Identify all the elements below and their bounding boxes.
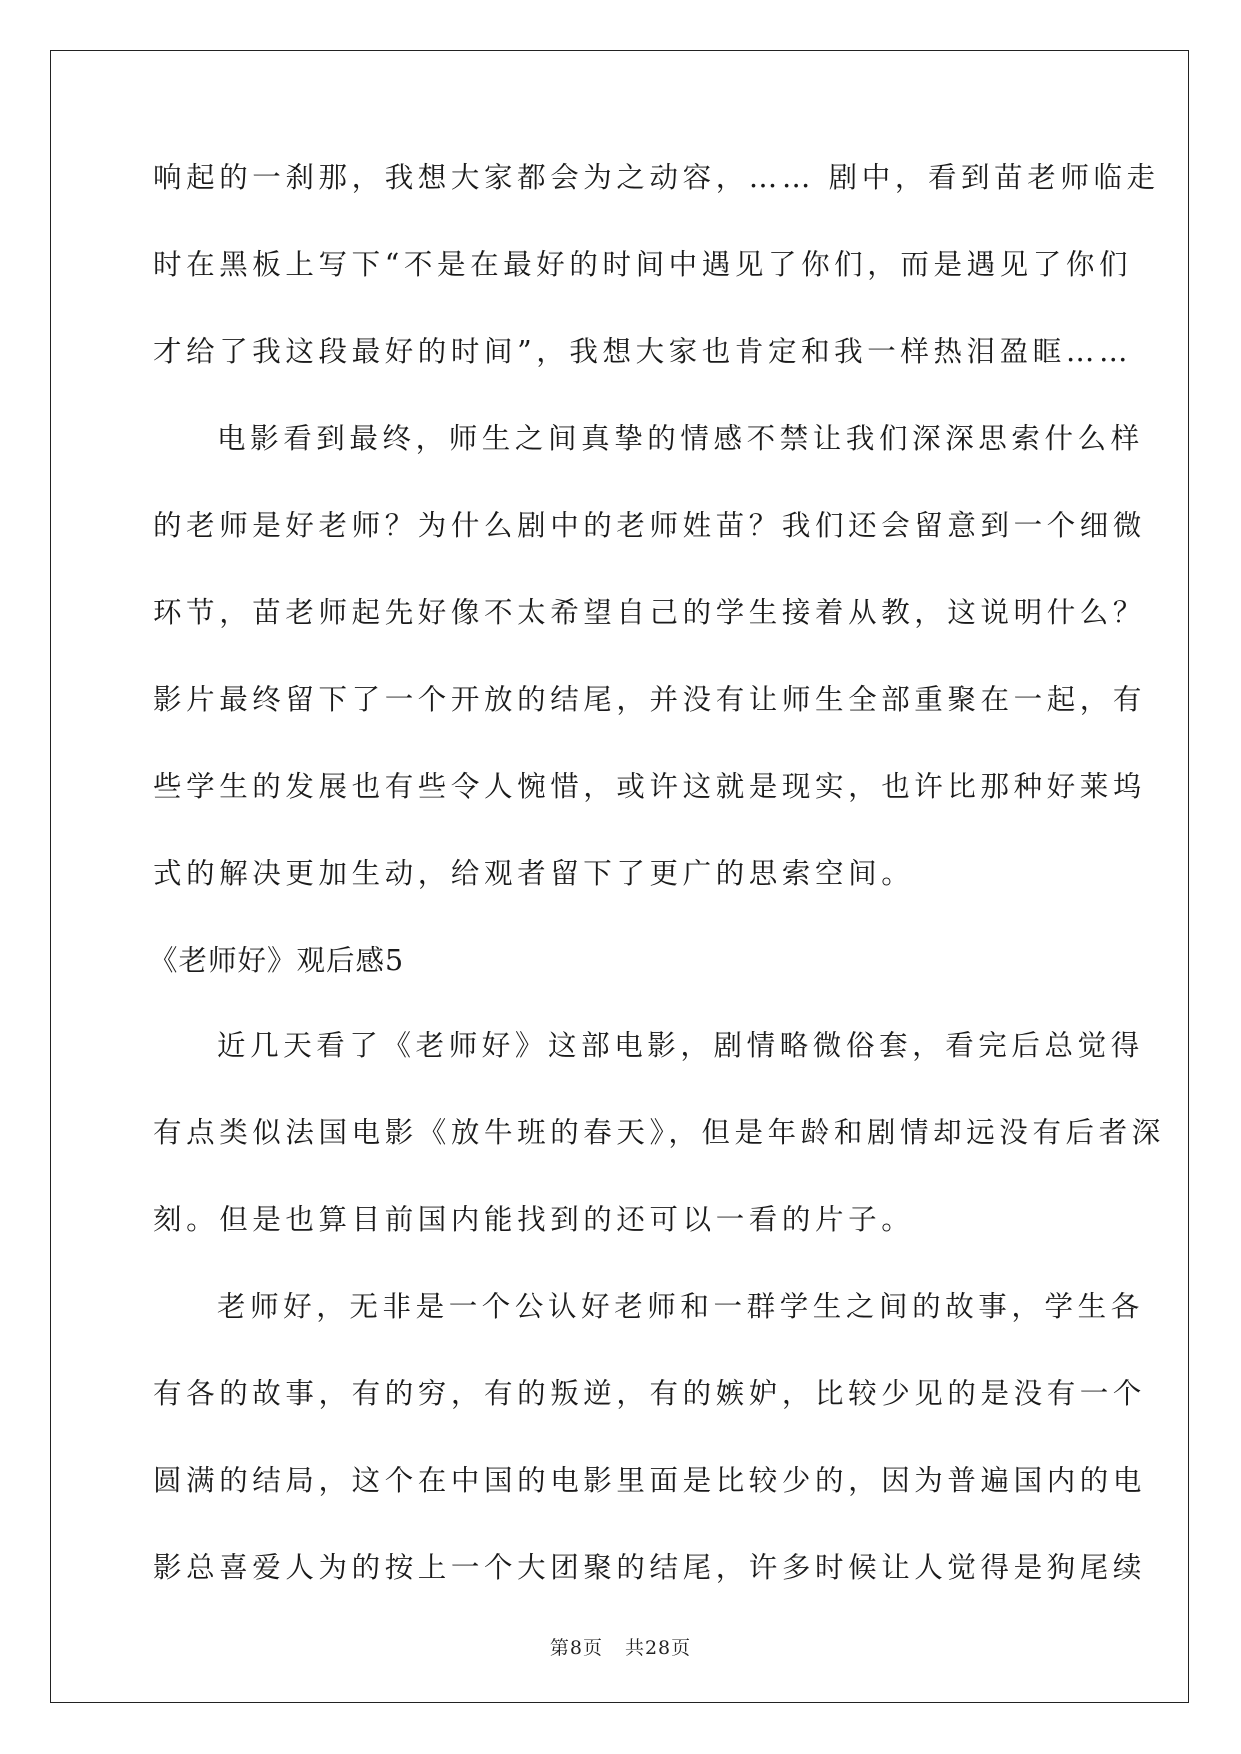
text-line: 圆满的结局，这个在中国的电影里面是比较少的，因为普遍国内的电 [153, 1464, 1147, 1497]
text-line: 式的解决更加生动，给观者留下了更广的思索空间。 [153, 857, 915, 890]
text-line: 影总喜爱人为的按上一个大团聚的结尾，许多时候让人觉得是狗尾续 [153, 1551, 1147, 1584]
text-line: 响起的一刹那，我想大家都会为之动容，…… 剧中，看到苗老师临走 [153, 161, 1160, 194]
text-line-indented: 近几天看了《老师好》这部电影，剧情略微俗套，看完后总觉得 [217, 1029, 1144, 1062]
section-heading: 《老师好》观后感5 [149, 944, 405, 977]
document-body [149, 160, 1165, 1637]
text-line: 时在黑板上写下“不是在最好的时间中遇见了你们，而是遇见了你们 [153, 248, 1133, 281]
text-line: 刻。但是也算目前国内能找到的还可以一看的片子。 [153, 1203, 915, 1236]
text-line: 才给了我这段最好的时间”，我想大家也肯定和我一样热泪盈眶…… [153, 335, 1133, 368]
text-line-indented: 老师好，无非是一个公认好老师和一群学生之间的故事，学生各 [217, 1290, 1144, 1323]
text-line: 有各的故事，有的穷，有的叛逆，有的嫉妒，比较少见的是没有一个 [153, 1377, 1147, 1410]
page-number-current: 第8页 [549, 1637, 603, 1659]
text-line: 影片最终留下了一个开放的结尾，并没有让师生全部重聚在一起，有 [153, 683, 1147, 716]
text-line: 有点类似法国电影《放牛班的春天》，但是年龄和剧情却远没有后者深 [153, 1116, 1165, 1149]
text-line: 环节，苗老师起先好像不太希望自己的学生接着从教，这说明什么？ [153, 596, 1147, 629]
page-footer [0, 1636, 1241, 1660]
text-line: 的老师是好老师？为什么剧中的老师姓苗？我们还会留意到一个细微 [153, 509, 1147, 542]
page-number-total: 共28页 [624, 1637, 692, 1659]
text-line-indented: 电影看到最终，师生之间真挚的情感不禁让我们深深思索什么样 [217, 422, 1144, 455]
text-line: 些学生的发展也有些令人惋惜，或许这就是现实，也许比那种好莱坞 [153, 770, 1147, 803]
